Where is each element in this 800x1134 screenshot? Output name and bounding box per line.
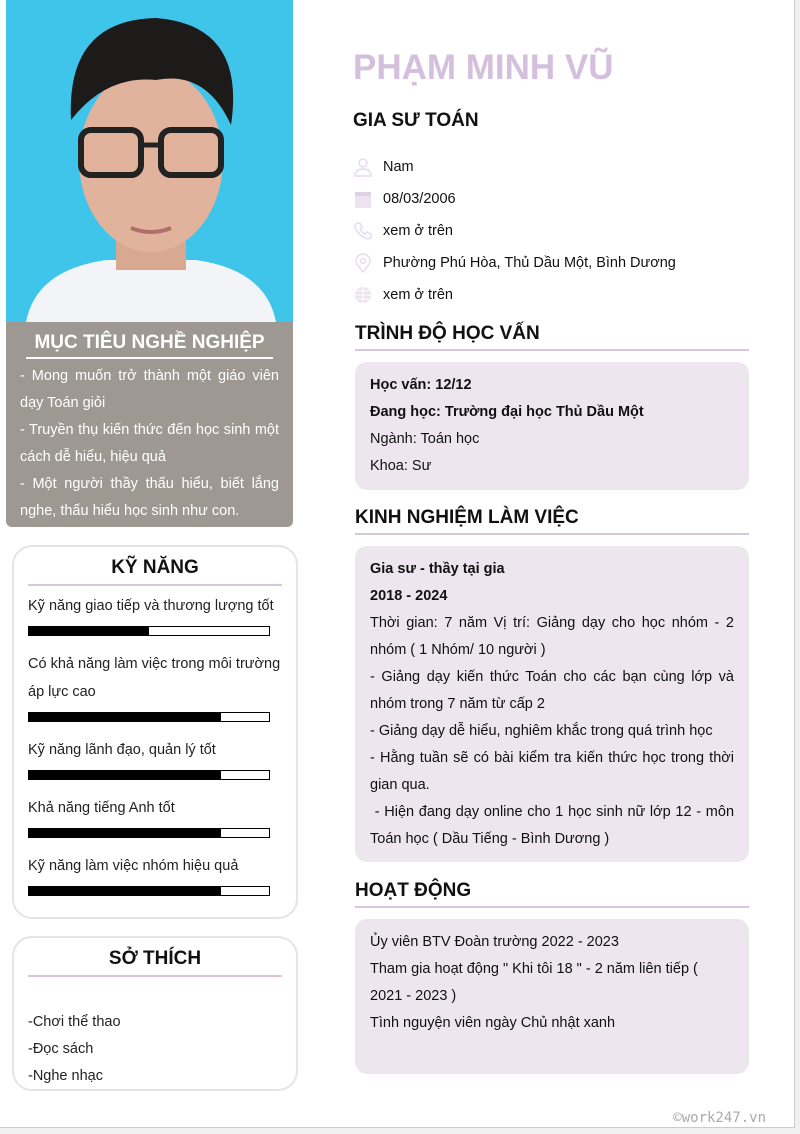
phone-value: xem ở trên <box>383 223 453 239</box>
skill-level-fill <box>29 713 221 721</box>
activities-card <box>355 919 749 1074</box>
skill-level-fill <box>29 829 221 837</box>
skill-level-bar <box>28 626 270 636</box>
education-major: Ngành: Toán học <box>370 431 480 447</box>
experience-line: - Hiện đang dạy online cho 1 học sinh nữ lớp 12 - môn Toán học ( Dầu Tiếng - Bình Dương ) <box>370 804 738 847</box>
experience-heading: KINH NGHIỆM LÀM VIỆC <box>355 507 749 535</box>
info-phone <box>353 221 453 241</box>
career-objective-section <box>6 322 293 527</box>
profile-photo <box>6 0 293 322</box>
info-gender <box>353 157 414 177</box>
experience-line: - Giảng dạy dễ hiểu, nghiêm khắc trong quá trình học <box>370 723 713 739</box>
hobby-item: -Nghe nhạc <box>28 1068 103 1084</box>
education-card <box>355 362 749 490</box>
experience-period: 2018 - 2024 <box>370 588 448 604</box>
skills-heading: KỸ NĂNG <box>28 557 282 586</box>
education-heading: TRÌNH ĐỘ HỌC VẤN <box>355 323 749 351</box>
experience-position: Gia sư - thầy tại gia <box>370 561 505 577</box>
skill-level-fill <box>29 771 221 779</box>
objective-text: - Mong muốn trở thành một giáo viên dạy Toán giỏi - Truyền thụ kiến thức đến học sinh một cách dễ hiểu, hiệu quả - Một người thầy thấu hiểu, biết lắng nghe, thấu hiểu học sinh như con. <box>20 368 279 519</box>
location-pin-icon <box>353 253 373 273</box>
skill-level-fill <box>29 627 149 635</box>
info-website <box>353 285 453 305</box>
candidate-name: PHẠM MINH VŨ <box>353 48 614 87</box>
activities-heading: HOẠT ĐỘNG <box>355 880 749 908</box>
skill-level-bar <box>28 886 270 896</box>
skill-level-bar <box>28 712 270 722</box>
activity-line: Ủy viên BTV Đoàn trường 2022 - 2023 <box>370 934 619 950</box>
experience-line: - Hằng tuần sẽ có bài kiểm tra kiến thức học trong thời gian qua. <box>370 750 734 793</box>
skill-label: Có khả năng làm việc trong môi trường áp lực cao <box>28 656 281 700</box>
objective-heading: MỤC TIÊU NGHỀ NGHIỆP <box>26 332 273 359</box>
experience-line: Thời gian: 7 năm Vị trí: Giảng dạy cho học nhóm - 2 nhóm ( 1 Nhóm/ 10 người ) <box>370 615 734 658</box>
skill-level-bar <box>28 770 270 780</box>
education-level: Học vấn: 12/12 <box>370 377 472 393</box>
gender-value: Nam <box>383 159 414 175</box>
hobbies-section <box>12 936 298 1091</box>
education-faculty: Khoa: Sư <box>370 458 432 474</box>
dob-value: 08/03/2006 <box>383 191 456 207</box>
hobby-item: -Chơi thể thao <box>28 1014 121 1030</box>
skills-section <box>12 545 298 919</box>
website-value: xem ở trên <box>383 287 453 303</box>
skill-level-fill <box>29 887 221 895</box>
address-value: Phường Phú Hòa, Thủ Dầu Một, Bình Dương <box>383 255 676 271</box>
phone-icon <box>353 221 373 241</box>
calendar-icon <box>353 189 373 209</box>
skill-label: Khả năng tiếng Anh tốt <box>28 800 175 816</box>
skill-label: Kỹ năng lãnh đạo, quản lý tốt <box>28 742 216 758</box>
skill-level-bar <box>28 828 270 838</box>
skill-label: Kỹ năng làm việc nhóm hiệu quả <box>28 858 239 874</box>
hobby-item: -Đọc sách <box>28 1041 94 1057</box>
activity-line: Tình nguyện viên ngày Chủ nhật xanh <box>370 1015 616 1031</box>
watermark: ©work247.vn <box>673 1110 766 1126</box>
education-school: Đang học: Trường đại học Thủ Dầu Một <box>370 404 644 420</box>
job-title: GIA SƯ TOÁN <box>353 110 479 131</box>
experience-card <box>355 546 749 862</box>
info-address <box>353 253 676 273</box>
globe-icon <box>353 285 373 305</box>
hobbies-heading: SỞ THÍCH <box>28 948 282 977</box>
experience-line: - Giảng dạy kiến thức Toán cho các bạn cùng lớp và nhóm trong 7 năm từ cấp 2 <box>370 669 734 712</box>
info-dob <box>353 189 456 209</box>
skill-label: Kỹ năng giao tiếp và thương lượng tốt <box>28 598 274 614</box>
user-icon <box>353 157 373 177</box>
activity-line: Tham gia hoạt động " Khi tôi 18 " - 2 năm liên tiếp ( 2021 - 2023 ) <box>370 961 698 1004</box>
